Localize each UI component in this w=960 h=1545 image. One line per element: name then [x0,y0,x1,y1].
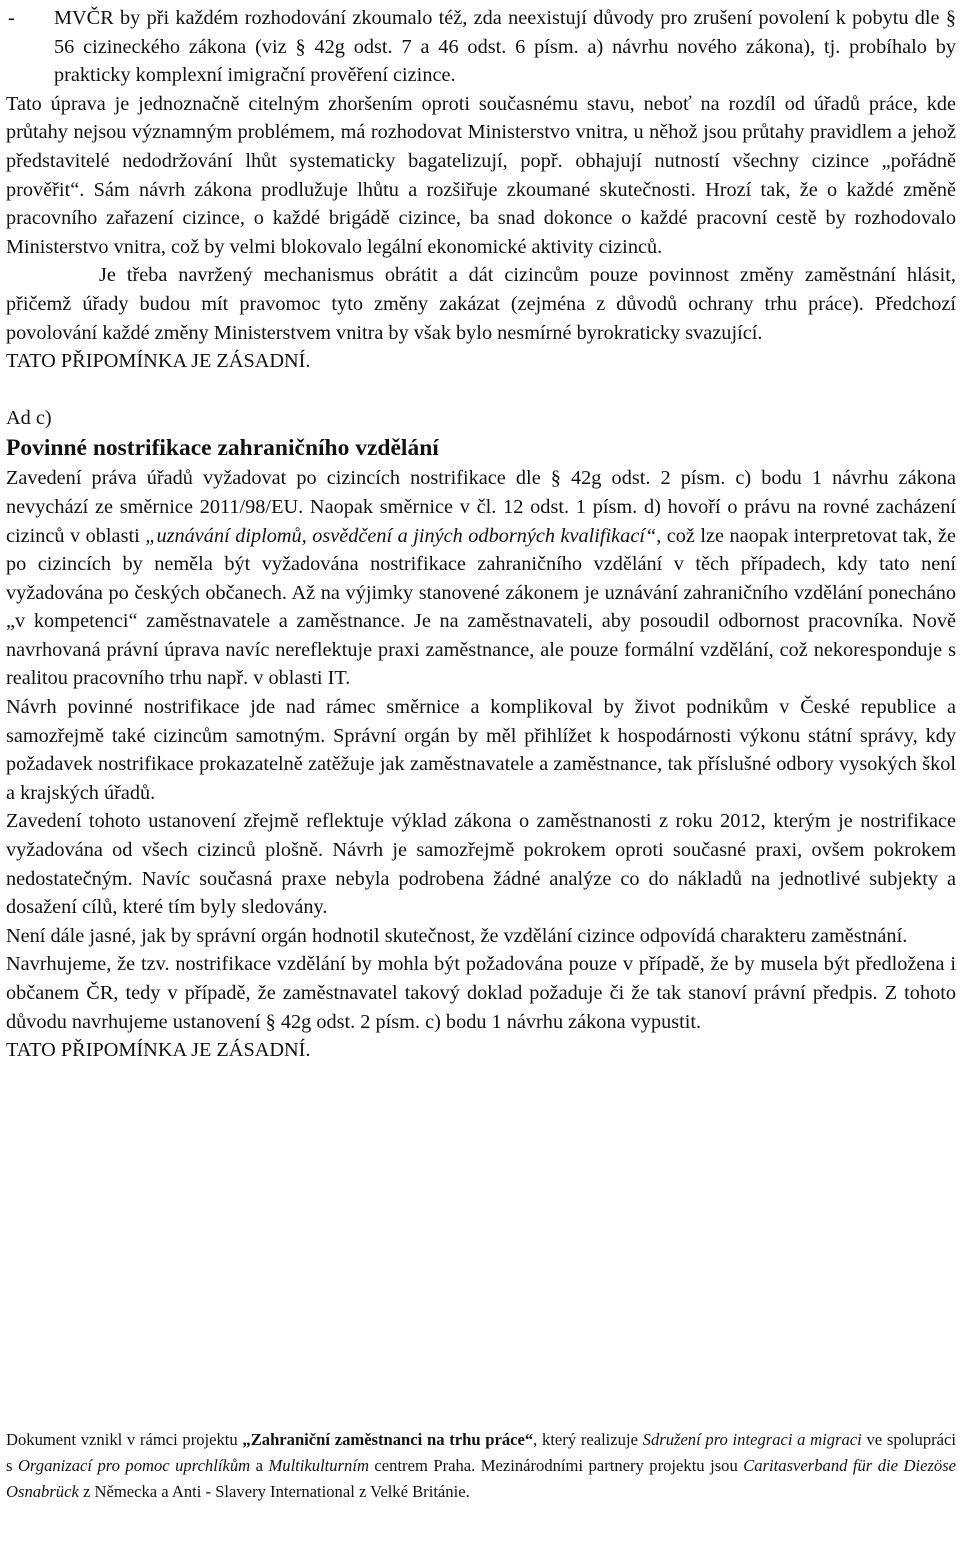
footer-t3: ve spolupráci s [6,1430,956,1476]
paragraph-beyond-directive: Návrh povinné nostrifikace jde nad rámec směrnice a komplikoval by život podnikům v České republice a samozřejmě také cizincům samotným. Správní orgán by měl přihlížet k hospodárnosti výkonu státní správy, kdy požadavek nostrifikace prokazatelně zatěžuje jak zaměstnavatele a zaměstnance, tak příslušné odbory vysokých škol a krajských úřadů. [6,696,956,804]
footer-org1: Sdružení pro integraci a migraci [642,1430,862,1449]
document-page [6,4,956,1065]
footer-project: „Zahraniční zaměstnanci na trhu práce“ [242,1430,534,1449]
fundamental-remark-1: TATO PŘIPOMÍNKA JE ZÁSADNÍ. [6,350,311,373]
footer-t1: Dokument vznikl v rámci projektu [6,1430,243,1449]
footer-note [6,1427,956,1506]
paragraph-proposal: Je třeba navržený mechanismus obrátit a dát cizincům pouze povinnost změny zaměstnání hlásit, přičemž úřady budou mít pravomoc tyto změny zakázat (zejména z důvodů ochrany trhu práce). Předchozí povolování každé změny Ministerstvem vnitra by však bylo nesmírné byrokraticky svazující. [6,264,956,344]
p1-end: , což lze naopak interpretovat tak, že po cizincích by neměla být vyžadována nostrifikace zahraničního vzdělání v těch případech, kdy tato není vyžadována po českých občanech. Až na výjimky stanovené zákonem je uznávání zahraničního vzdělání ponecháno „v kompetenci“ zaměstnavatele a zaměstnance. Je na zaměstnavateli, aby posoudil odbornost pracovníka. Nově navrhovaná právní úprava navíc nereflektuje praxi zaměstnance, ale pouze formální vzdělání, což nekoresponduje s realitou pracovního trhu např. v oblasti IT. [6,524,956,690]
section-label: Ad c) [6,406,52,429]
paragraph-employment-act: Zavedení tohoto ustanovení zřejmě reflektuje výklad zákona o zaměstnanosti z roku 2012, kterým je nostrifikace vyžadována od všech cizinců plošně. Návrh je samozřejmě pokrokem oproti současné praxi, ovšem pokrokem nedostatečným. Navíc současná praxe nebyla podrobena žádné analýze co do nákladů na jednotlivé subjekty a dosažení cílů, které tím byly sledovány. [6,810,956,919]
footer-t6: z Německa a Anti - Slavery International z Velké Británie. [78,1482,470,1502]
bullet-text: MVČR by při každém rozhodování zkoumalo též, zda neexistují důvody pro zrušení povolení k pobytu dle § 56 cizineckého zákona (viz § 42g odst. 7 a 46 odst. 6 písm. a) návrhu nového zákona), tj. probíhalo by prakticky komplexní imigrační prověření cizince. [54,7,956,87]
p1-quote: „uznávání diplomů, osvědčení a jiných odborných kvalifikací“ [145,524,657,547]
fundamental-remark-2: TATO PŘIPOMÍNKA JE ZÁSADNÍ. [6,1039,311,1062]
section-heading: Povinné nostrifikace zahraničního vzdělání [6,435,439,462]
paragraph-unclear: Není dále jasné, jak by správní orgán hodnotil skutečnost, že vzdělání cizince odpovídá charakteru zaměstnání. [6,924,908,947]
footer-t2: , který realizuje [533,1430,643,1449]
footer-org3: Multikulturním [268,1456,369,1476]
paragraph-nostrification-intro [6,464,956,693]
paragraph-delays: Tato úprava je jednoznačně citelným zhoršením oproti současnému stavu, neboť na rozdíl od úřadů práce, kde průtahy nejsou významným problémem, má rozhodovat Ministerstvo vnitra, u něhož jsou průtahy pravidlem a jehož představitelé nedodržování lhůt systematicky bagatelizují, popř. obhajují nutností všechny cizince „pořádně prověřit“. Sám návrh zákona prodlužuje lhůtu a rozšiřuje zkoumané skutečnosti. Hrozí tak, že o každé změně pracovního zařazení cizince, o každé brigádě cizince, ba snad dokonce o každé pracovní cestě by rozhodovalo Ministerstvo vnitra, což by velmi blokovalo legální ekonomické aktivity cizinců. [6,92,956,258]
footer-t4: a [250,1456,269,1476]
p1-start: Zavedení práva úřadů vyžadovat po cizincích nostrifikace dle § 42g odst. 2 písm. c) bodu 1 návrhu zákona nevychází ze směrnice 2011/98/EU. Naopak směrnice v čl. 12 odst. 1 písm. d) hovoří o právu na rovné zacházení cizinců v oblasti [6,467,956,547]
footer-t5: centrem Praha. Mezinárodními partnery projektu jsou [368,1456,744,1476]
bullet-item [6,4,956,90]
footer-org2: Organizací pro pomoc uprchlíkům [17,1456,251,1476]
bullet-dash: - [8,7,15,29]
paragraph-proposal-delete: Navrhujeme, že tzv. nostrifikace vzdělání by mohla být požadována pouze v případě, že by musela být předložena i občanem ČR, tedy v případě, že zaměstnavatel takový doklad požaduje či že tak stanoví právní předpis. Z tohoto důvodu navrhujeme ustanovení § 42g odst. 2 písm. c) bodu 1 návrhu zákona vypustit. [6,953,956,1033]
footer-org4: Caritasverband für die Diezöse Osnabrück [6,1456,957,1502]
